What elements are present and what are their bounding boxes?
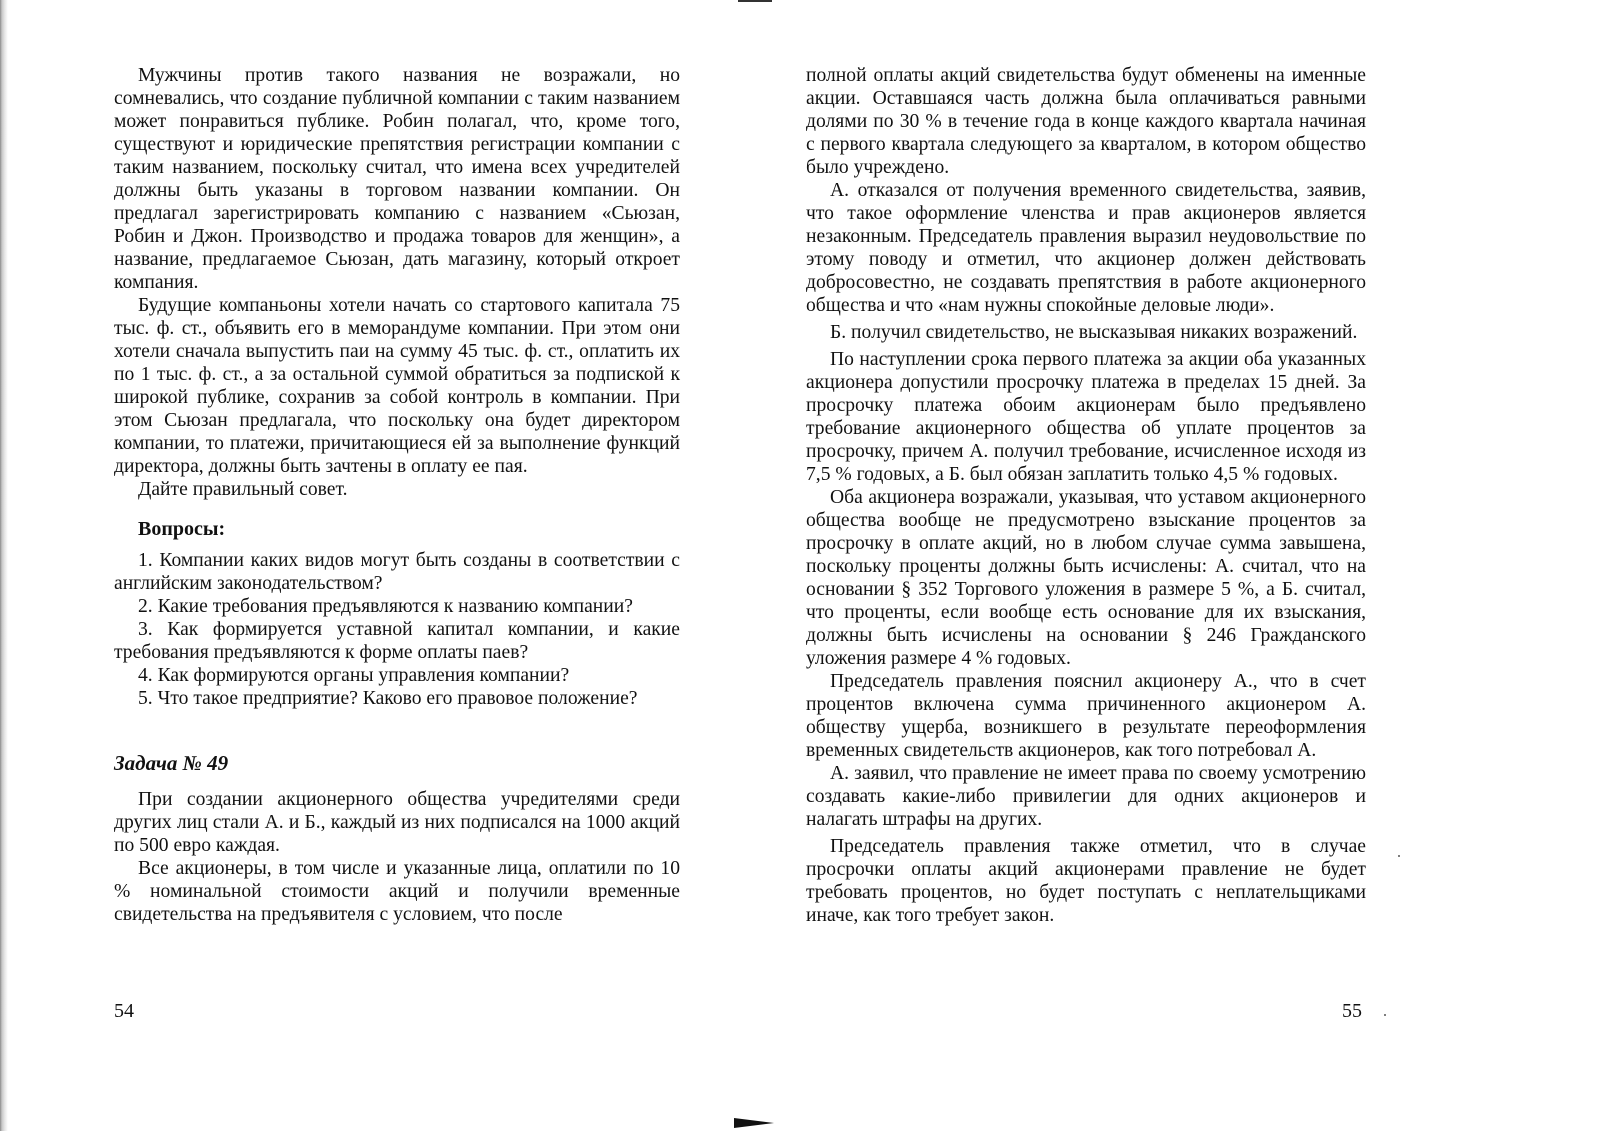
right-paragraph-8: Председатель правления также отметил, что в случае просрочки оплаты акций акционерами правление не будет требовать процентов, но будет поступать с неплательщиками иначе, как того требует закон. [806, 836, 1366, 926]
question-2: 2. Какие требования предъявляются к названию компании? [138, 596, 633, 617]
right-paragraph-5: Оба акционера возражали, указывая, что уставом акционерного общества вообще не предусмотрено взыскание процентов за просрочку в оплате акций, но в любом случае сумма завышена, поскольку проценты должны быть исчислены: А. считал, что на основании § 352 Торгового уложения в размере 5 %, а Б. считал, что проценты, если вообще есть основание для их взыскания, должны быть исчислены на основании § 246 Гражданского уложения размере 4 % годовых. [806, 487, 1366, 669]
left-paragraph-2: Будущие компаньоны хотели начать со стартового капитала 75 тыс. ф. ст., объявить его в меморандуме компании. При этом они хотели сначала выпустить паи на сумму 45 тыс. ф. ст., оплатить их по 1 тыс. ф. ст., а за остальной суммой обратиться за подпиской к широкой публике, сохранив за собой контроль в компании. При этом Сьюзан предлагала, что поскольку она будет директором компании, то платежи, причитающиеся ей за выполнение функций директора, должны быть зачтены в оплату ее пая. [114, 295, 680, 477]
right-paragraph-2: А. отказался от получения временного свидетельства, заявив, что такое оформление членства и прав акционеров является незаконным. Председатель правления выразил неудовольствие по этому поводу и отметил, что акционер должен действовать добросовестно, не создавать препятствия в работе акционерного общества и что «нам нужны спокойные деловые люди». [806, 180, 1366, 316]
scan-mark-top [738, 0, 772, 2]
questions-heading: Вопросы: [138, 518, 226, 540]
scan-edge-shadow [0, 0, 8, 1131]
task-paragraph-2: Все акционеры, в том числе и указанные лица, оплатили по 10 % номинальной стоимости акций и получили временные свидетельства на предъявителя с условием, что после [114, 858, 680, 925]
right-paragraph-7: А. заявил, что правление не имеет права по своему усмотрению создавать какие-либо привилегии для одних акционеров и налагать штрафы на других. [806, 763, 1366, 830]
scan-arrow-mark [734, 1118, 774, 1128]
right-paragraph-6: Председатель правления пояснил акционеру А., что в счет процентов включена сумма причиненного акционером А. обществу ущерба, возникшего в результате переоформления временных свидетельств акционеров, как того потребовал А. [806, 671, 1366, 761]
page-number-left: 54 [114, 1000, 134, 1022]
right-paragraph-3: Б. получил свидетельство, не высказывая никаких возражений. [830, 322, 1358, 343]
task-paragraph-1: При создании акционерного общества учредителями среди других лиц стали А. и Б., каждый из них подписался на 1000 акций по 500 евро каждая. [114, 789, 680, 856]
task-title: Задача № 49 [114, 751, 229, 775]
left-page [114, 64, 680, 926]
question-5: 5. Что такое предприятие? Каково его правовое положение? [138, 688, 638, 709]
right-page [806, 64, 1366, 927]
question-3: 3. Как формируется уставной капитал компании, и какие требования предъявляются к форме оплаты паев? [114, 619, 680, 663]
right-paragraph-1: полной оплаты акций свидетельства будут обменены на именные акции. Оставшаяся часть должна была оплачиваться равными долями по 30 % в течение года в конце каждого квартала начиная с первого квартала следующего за кварталом, в котором общество было учреждено. [806, 65, 1366, 178]
question-4: 4. Как формируются органы управления компании? [138, 665, 570, 686]
page-number-right: 55 [1342, 1000, 1362, 1022]
left-paragraph-3: Дайте правильный совет. [138, 479, 348, 500]
question-1: 1. Компании каких видов могут быть созданы в соответствии с английским законодательством? [114, 550, 680, 594]
scan-speck [1398, 855, 1400, 857]
right-paragraph-4: По наступлении срока первого платежа за акции оба указанных акционера допустили просрочку платежа в пределах 15 дней. За просрочку платежа обоим акционерам было предъявлено требование акционерного общества об уплате процентов за просрочку, причем А. получил требование, исчисленное исходя из 7,5 % годовых, а Б. был обязан заплатить только 4,5 % годовых. [806, 349, 1366, 485]
scan-speck [1384, 1014, 1386, 1016]
left-paragraph-1: Мужчины против такого названия не возражали, но сомневались, что создание публичной компании с таким названием может понравиться публике. Робин полагал, что, кроме того, существуют и юридические препятствия регистрации компании с таким названием, поскольку считал, что имена всех учредителей должны быть указаны в торговом названии компании. Он предлагал зарегистрировать компанию с названием «Сьюзан, Робин и Джон. Производство и продажа товаров для женщин», а название, предлагаемое Сьюзан, дать магазину, который откроет компания. [114, 65, 680, 293]
